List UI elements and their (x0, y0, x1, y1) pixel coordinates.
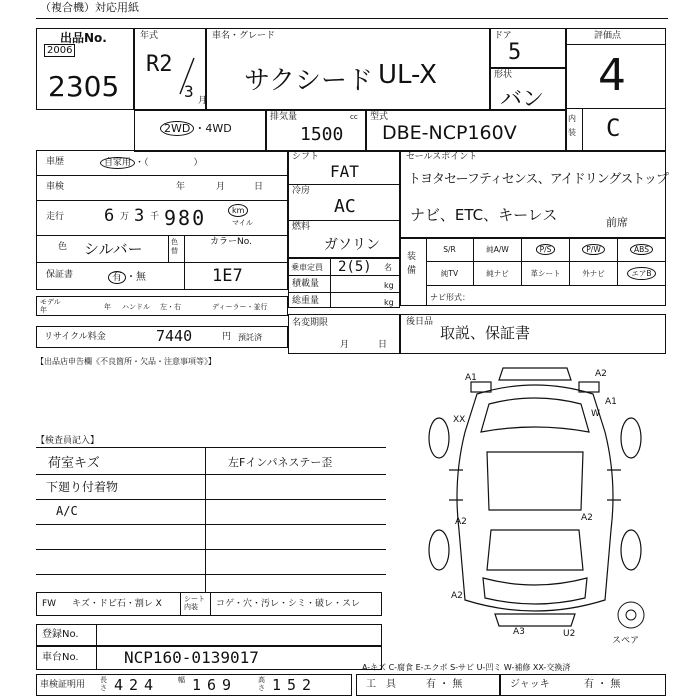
diagram-mark-xx: XX (453, 415, 466, 425)
door-value: 5 (508, 40, 522, 65)
equip-aw: 純A/W (474, 238, 522, 262)
diagram-mark-a2-rear: A2 (451, 591, 463, 601)
mileage-rest: 980 (164, 206, 207, 230)
diagram-mark-a2-right: A2 (581, 513, 593, 523)
aircon-label: 冷房 (292, 186, 311, 196)
type-label: 型式 (370, 112, 389, 122)
fw-v (180, 592, 181, 616)
equip-abs (618, 238, 666, 262)
fw-v2 (210, 592, 211, 616)
diagram-mark-a2-front: A2 (595, 369, 607, 379)
model-grade: UL-X (378, 60, 437, 90)
modelyear-handle: ハンドル (122, 303, 150, 311)
inspector-rule-6 (36, 574, 386, 575)
year-label: 年式 (140, 31, 159, 41)
legend: A-キズ C-腐食 E-エクボ S-サビ U-凹ミ W-補修 XX-交換済 (362, 663, 571, 672)
inspection-month: 月 (216, 182, 226, 192)
modelyear-lr: 左・右 (160, 303, 181, 311)
interior-label: 内装 (568, 114, 576, 137)
warranty-label: 保証書 (46, 270, 74, 280)
diagram-mark-a1-right: A1 (605, 397, 617, 407)
history-label: 車歴 (46, 157, 65, 167)
recycle-note: 預託済 (238, 333, 262, 342)
inspector-line2: 下廻り付着物 (46, 480, 119, 494)
sales-label: セールスポイント (406, 152, 478, 162)
type-value: DBE-NCP160V (382, 122, 517, 144)
warranty-no: 無 (136, 272, 146, 283)
warranty-yes: 有 (108, 271, 126, 284)
history-row (100, 155, 203, 168)
color-divider-2 (184, 235, 185, 290)
score-label: 評価点 (594, 31, 622, 41)
spare-icon (616, 598, 646, 632)
diagram-mark-w: W (591, 409, 600, 419)
mileage-km: km (228, 204, 248, 217)
cert-wv: 169 (192, 676, 238, 694)
year-era: R2 (146, 52, 173, 77)
gross-unit: kg (384, 298, 394, 307)
mileage-mile: マイル (232, 219, 253, 227)
recycle-label: リサイクル料金 (44, 332, 106, 342)
dealer-note-label: 【出品店申告欄《不良箇所・欠品・注意事項等》】 (36, 357, 216, 366)
model-name: サクシード (244, 66, 373, 96)
year-month-unit: 月 (198, 96, 208, 106)
fw-right: コゲ・穴・汚レ・シミ・破レ・スレ (216, 599, 361, 609)
namechange-label: 名変期限 (292, 318, 329, 328)
namechange-day: 日 (378, 340, 388, 350)
mileage-man-unit: 万 (120, 212, 130, 222)
cert-lv: 424 (114, 676, 160, 694)
recycle-unit: 円 (222, 332, 232, 342)
mileage-man: 6 (104, 206, 115, 226)
namechange-month: 月 (340, 340, 350, 350)
gross-label: 総重量 (292, 296, 320, 306)
fuel-label: 燃料 (292, 222, 311, 232)
inspector-rule-5 (36, 549, 386, 550)
fw-label: FW (42, 599, 57, 609)
drive-4wd: 4WD (205, 122, 232, 135)
inspection-day: 日 (254, 182, 264, 192)
inspection-year: 年 (176, 182, 186, 192)
capacity-unit: 名 (384, 263, 392, 272)
jack-value: 有 ・ 無 (584, 679, 621, 690)
model-label: 車名・グレード (212, 31, 276, 41)
spare-label: スペア (612, 636, 640, 646)
chassis-label: 車台No. (42, 652, 79, 663)
drive-row (160, 120, 232, 136)
door-label: ドア (494, 31, 512, 41)
inspector-rule-2 (36, 474, 386, 475)
sales-line3: 前席 (606, 216, 628, 229)
info-row-line-2 (36, 200, 288, 201)
cert-hv: 152 (272, 676, 318, 694)
inspection-label: 車検 (46, 182, 65, 192)
inspector-rule-1 (36, 447, 386, 448)
drive-sep: ・ (194, 122, 206, 135)
shift-value: FAT (330, 162, 359, 181)
color-change-label: 色替 (171, 238, 178, 255)
warranty-sep: ・ (126, 272, 136, 283)
interior-divider (582, 108, 583, 152)
color-value: シルバー (84, 240, 143, 258)
equip-navi: 純ナビ (474, 262, 522, 286)
fuel-value: ガソリン (324, 237, 380, 253)
color-divider (168, 235, 169, 262)
diagram-mark-u2: U2 (563, 629, 576, 639)
aircon-value: AC (334, 196, 356, 217)
shift-line-1 (288, 184, 400, 185)
equip-airbag (618, 262, 666, 286)
load-label: 積載量 (292, 279, 320, 289)
sales-line1: トヨタセーフティセンス、アイドリングストップ (408, 172, 668, 187)
color-code-label: カラーNo. (210, 237, 252, 247)
inspector-label: 【検査員記入】 (36, 436, 100, 446)
shape-value: バン (500, 87, 545, 112)
info-row-line-3 (36, 235, 288, 236)
diagram-mark-a3: A3 (513, 627, 525, 637)
cert-h: 高さ (258, 676, 265, 692)
equip-grid (426, 238, 666, 286)
reg-box (36, 624, 382, 646)
equip-abs-label: ABS (630, 244, 653, 255)
top-divider (36, 18, 668, 19)
lot-year-stamp: 2006 (44, 44, 75, 57)
equip-extnavi: 外ナビ (570, 262, 618, 286)
equip-pw (570, 238, 618, 262)
inspector-line3: A/C (56, 504, 78, 518)
recycle-value: 7440 (156, 327, 193, 345)
capacity-label: 乗車定員 (291, 263, 323, 272)
modelyear-year: 年 (104, 303, 111, 311)
equip-tv: 純TV (426, 262, 474, 286)
diagram-mark-a2-left: A2 (455, 517, 467, 527)
drive-2wd: 2WD (160, 121, 194, 136)
chassis-value: NCP160-0139017 (124, 648, 259, 667)
score-value: 4 (598, 50, 626, 101)
equip-sr: S/R (426, 238, 474, 262)
diagram-mark-a1-front: A1 (465, 373, 477, 383)
equip-ps (522, 238, 570, 262)
load-unit: kg (384, 281, 394, 290)
equip-pw-label: P/W (582, 244, 604, 255)
equip-navi-form: ナビ形式： (430, 293, 470, 302)
cert-w: 幅 (178, 676, 185, 684)
notes-label: 後日品 (406, 317, 434, 327)
inspector-line4: 左Fインパネステー歪 (228, 456, 333, 469)
info-row-line-4 (36, 262, 288, 263)
equip-ps-label: P/S (536, 244, 556, 255)
mileage-sen: 3 (134, 206, 145, 226)
capacity-value: 2(5) (338, 259, 372, 275)
reg-label: 登録No. (42, 629, 79, 640)
fw-items: キズ・ドビ石・割レ X (72, 599, 162, 609)
modelyear-label: モデル年 (40, 298, 61, 314)
year-month: 3 (184, 82, 194, 101)
header-cut-text: （複合機）対応用紙 (40, 1, 139, 14)
score-divider (566, 44, 666, 45)
displacement-unit: cc (350, 113, 358, 121)
inspector-rule-4 (36, 524, 386, 525)
sales-line2: ナビ、ETC、キーレス (410, 206, 558, 224)
fw-sheet: シート内装 (184, 595, 205, 611)
modelyear-dealer: ディーラー・並行 (212, 303, 268, 311)
warranty-row (108, 268, 146, 283)
equip-airbag-label: エアB (627, 267, 655, 280)
equip-leather: 革シート (522, 262, 570, 286)
score-divider-2 (566, 108, 666, 109)
mileage-label: 走行 (46, 212, 65, 222)
mileage-sen-unit: 千 (150, 212, 160, 222)
cap-line-v (330, 258, 331, 308)
cert-l: 長さ (100, 676, 107, 692)
history-rest: ・（ ） (135, 158, 203, 168)
inspector-v (205, 447, 206, 592)
history-own: 自家用 (100, 157, 135, 169)
cap-line-2 (288, 292, 400, 293)
tools-value: 有 ・ 無 (426, 679, 463, 690)
cert-label: 車検証明用 (40, 680, 86, 690)
info-row-line-1 (36, 175, 288, 176)
inspector-rule-3 (36, 499, 386, 500)
displacement-label: 排気量 (270, 112, 298, 122)
color-label: 色 (58, 242, 68, 252)
equip-label: 装備 (407, 252, 417, 276)
tools-label: 工 具 (366, 679, 396, 690)
displacement-value: 1500 (300, 124, 344, 145)
lot-number: 2305 (48, 70, 120, 103)
notes-value: 取説、保証書 (440, 324, 531, 342)
color-code: 1E7 (212, 266, 243, 286)
shift-line-2 (288, 220, 400, 221)
interior-value: C (606, 114, 621, 142)
cap-line-1 (288, 275, 400, 276)
inspector-line1: 荷室キズ (48, 456, 100, 471)
shape-label: 形状 (494, 70, 513, 80)
lot-label: 出品No. (60, 31, 107, 45)
shift-label: シフト (292, 152, 320, 162)
jack-label: ジャッキ (510, 679, 550, 690)
